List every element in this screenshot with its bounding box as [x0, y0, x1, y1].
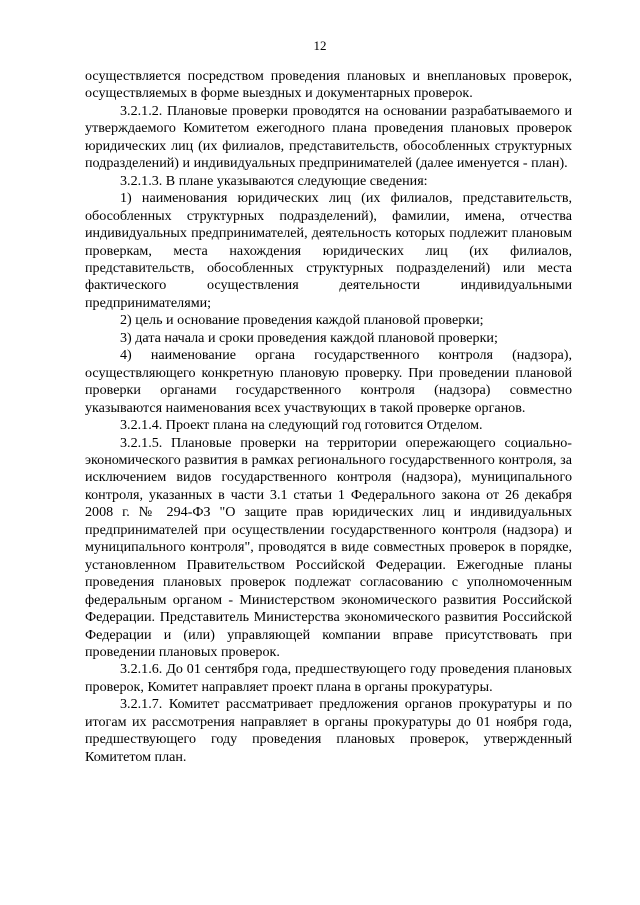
paragraph-3-2-1-6: 3.2.1.6. До 01 сентября года, предшествующего году проведения плановых проверок, Комитет направляет проект плана в органы прокуратуры. — [85, 661, 572, 695]
paragraph-3-2-1-2: 3.2.1.2. Плановые проверки проводятся на основании разрабатываемого и утверждаемого Комитетом ежегодного плана проведения плановых проверок юридических лиц (их филиалов, представительств, обособленных структурных подразделений) и индивидуальных предпринимателей (далее именуется - план). — [85, 102, 572, 172]
paragraph-3-2-1-5: 3.2.1.5. Плановые проверки на территории опережающего социально-экономического развития в рамках регионального государственного контроля, за исключением видов государственного контроля (надзора), муниципального контроля, указанных в части 3.1 статьи 1 Федерального закона от 26 декабря 2008 г. № 294-ФЗ "О защите прав юридических лиц и индивидуальных предпринимателей при осуществлении государственного контроля (надзора) и муниципального контроля", проводятся в виде совместных проверок в порядке, установленном Правительством Российской Федерации. Ежегодные планы проведения плановых проверок подлежат согласованию с уполномоченным федеральным органом - Министерством экономического развития Российской Федерации. Представитель Министерства экономического развития Российской Федерации и (или) управляющей компании вправе присутствовать при проведении плановых проверок. — [85, 434, 572, 660]
list-item-2: 2) цель и основание проведения каждой плановой проверки; — [120, 312, 484, 329]
paragraph-3-2-1-7: 3.2.1.7. Комитет рассматривает предложения органов прокуратуры и по итогам их рассмотрения направляет в органы прокуратуры до 01 ноября года, предшествующего году проведения плановых проверок, утвержденный Комитетом план. — [85, 696, 572, 765]
paragraph-3-2-1-3: 3.2.1.3. В плане указываются следующие сведения: — [120, 172, 428, 189]
paragraph-3-2-1-4: 3.2.1.4. Проект плана на следующий год готовится Отделом. — [120, 417, 483, 434]
paragraph-continuation: осуществляется посредством проведения плановых и внеплановых проверок, осуществляемых в форме выездных и документарных проверок. — [85, 68, 572, 102]
list-item-4: 4) наименование органа государственного контроля (надзора), осуществляющего конкретную плановую проверку. При проведении плановой проверки органами государственного контроля (надзора) совместно указываются наименования всех участвующих в такой проверке органов. — [85, 347, 572, 416]
list-item-1: 1) наименования юридических лиц (их филиалов, представительств, обособленных структурных подразделений), фамилии, имена, отчества индивидуальных предпринимателей, деятельность которых подлежит плановым проверкам, места нахождения юридических лиц (их филиалов, представительств, обособленных структурных подразделений) или места фактического осуществления деятельности индивидуальными предпринимателями; — [85, 190, 572, 311]
list-item-3: 3) дата начала и сроки проведения каждой плановой проверки; — [120, 329, 498, 346]
page-number: 12 — [313, 38, 327, 53]
document-body — [85, 68, 572, 766]
